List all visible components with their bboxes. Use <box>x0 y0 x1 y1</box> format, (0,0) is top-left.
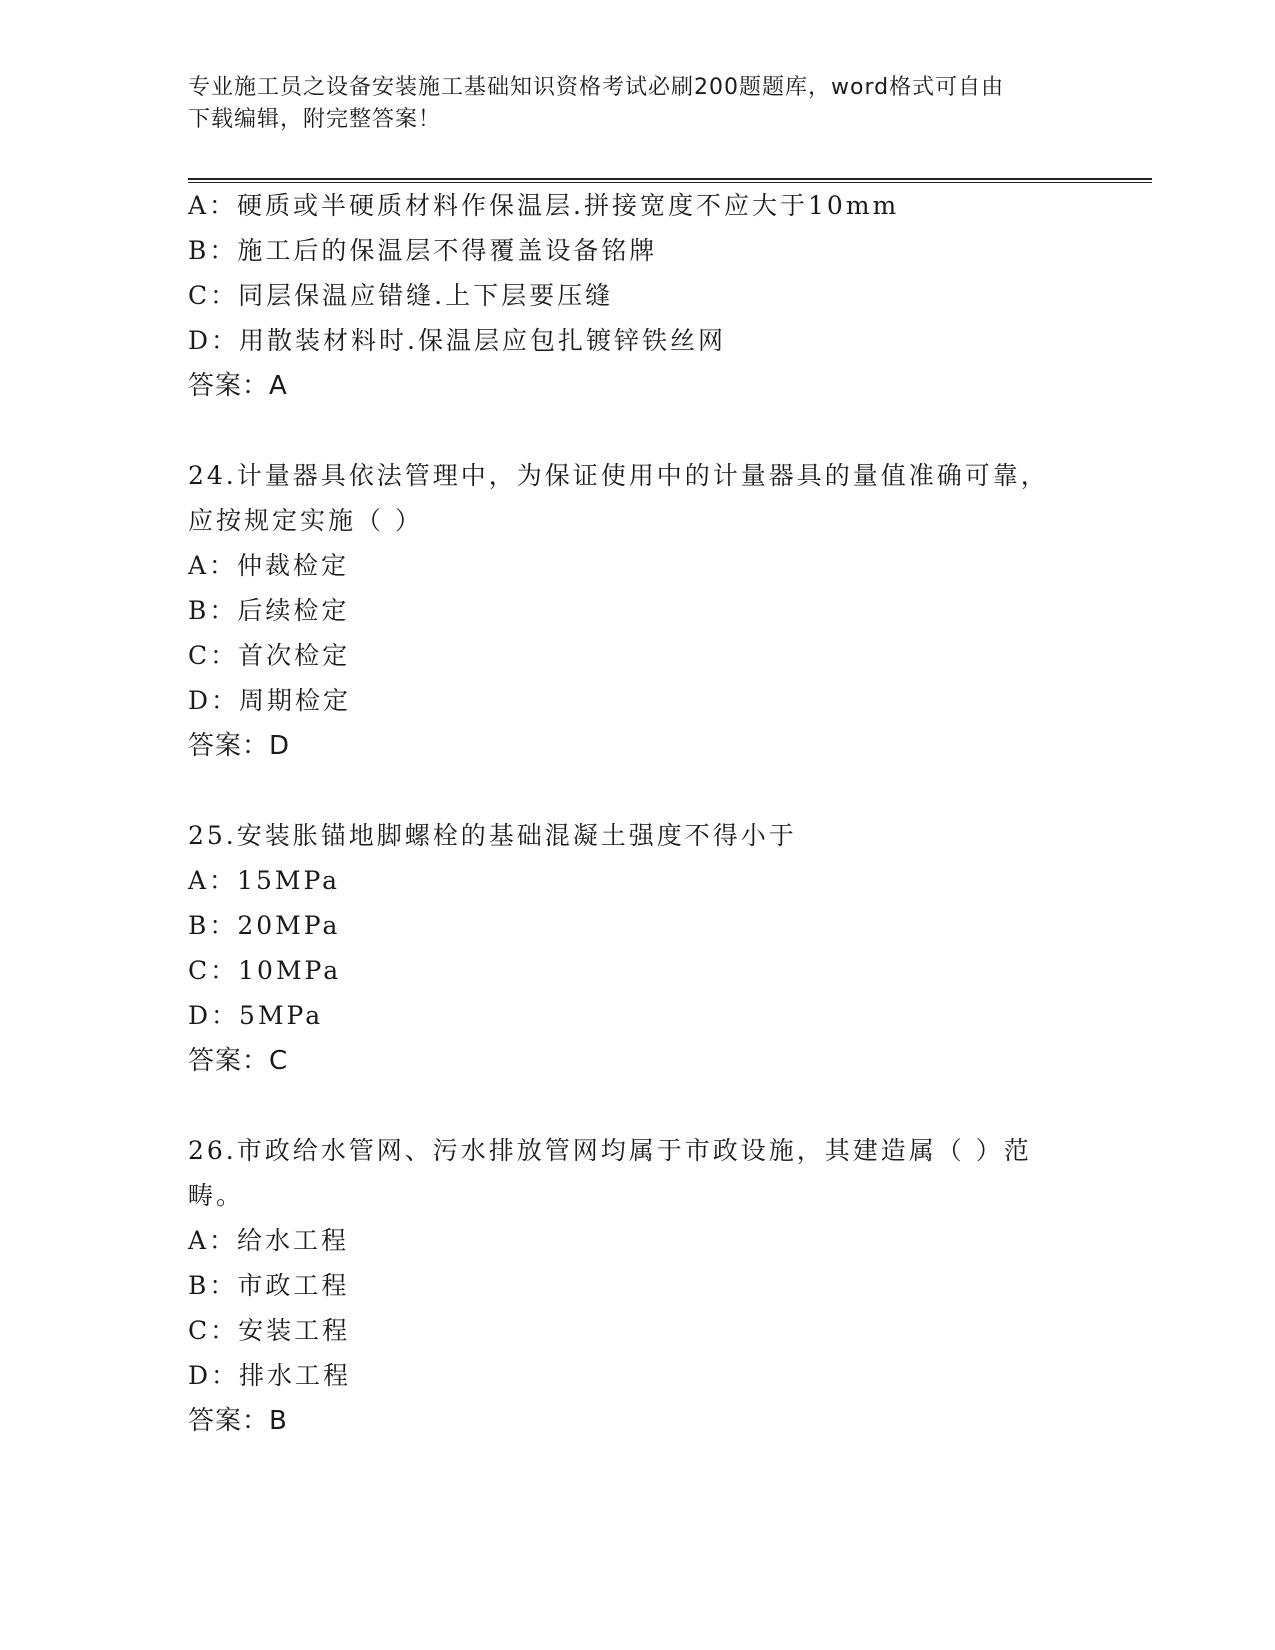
header-divider-thin <box>188 182 1152 183</box>
q24-question-line-2: 应按规定实施（ ） <box>188 506 423 535</box>
q26-option-a: A：给水工程 <box>188 1226 350 1255</box>
q25-answer: 答案：C <box>188 1046 289 1076</box>
q24-option-c: C：首次检定 <box>188 641 351 670</box>
q25-option-c: C：10MPa <box>188 956 342 985</box>
q25-option-b: B：20MPa <box>188 911 341 940</box>
q23-option-a: A：硬质或半硬质材料作保温层.拼接宽度不应大于10mm <box>188 191 900 220</box>
q23-option-b: B：施工后的保温层不得覆盖设备铭牌 <box>188 236 658 265</box>
q24-answer: 答案：D <box>188 731 291 761</box>
q23-option-c: C：同层保温应错缝.上下层要压缝 <box>188 281 614 310</box>
q26-question-line-1: 26.市政给水管网、污水排放管网均属于市政设施，其建造属（ ）范 <box>188 1136 1032 1165</box>
q26-option-d: D：排水工程 <box>188 1361 352 1390</box>
q26-answer: 答案：B <box>188 1406 288 1436</box>
header-line-1: 专业施工员之设备安装施工基础知识资格考试必刷200题题库，word格式可自由 <box>188 75 1005 100</box>
header-line-2: 下载编辑，附完整答案！ <box>188 107 442 132</box>
q26-question-line-2: 畴。 <box>188 1181 245 1210</box>
q25-option-d: D：5MPa <box>188 1001 324 1030</box>
q24-question-line-1: 24.计量器具依法管理中，为保证使用中的计量器具的量值准确可靠， <box>188 461 1049 490</box>
q26-option-c: C：安装工程 <box>188 1316 351 1345</box>
q24-option-a: A：仲裁检定 <box>188 551 350 580</box>
q23-option-d: D：用散装材料时.保温层应包扎镀锌铁丝网 <box>188 326 726 355</box>
header-divider-thick <box>188 178 1152 180</box>
q23-answer: 答案：A <box>188 371 288 401</box>
q25-option-a: A：15MPa <box>188 866 341 895</box>
q25-question-line-1: 25.安装胀锚地脚螺栓的基础混凝土强度不得小于 <box>188 821 797 850</box>
q24-option-b: B：后续检定 <box>188 596 350 625</box>
q24-option-d: D：周期检定 <box>188 686 352 715</box>
q26-option-b: B：市政工程 <box>188 1271 350 1300</box>
document-header <box>188 72 1068 136</box>
